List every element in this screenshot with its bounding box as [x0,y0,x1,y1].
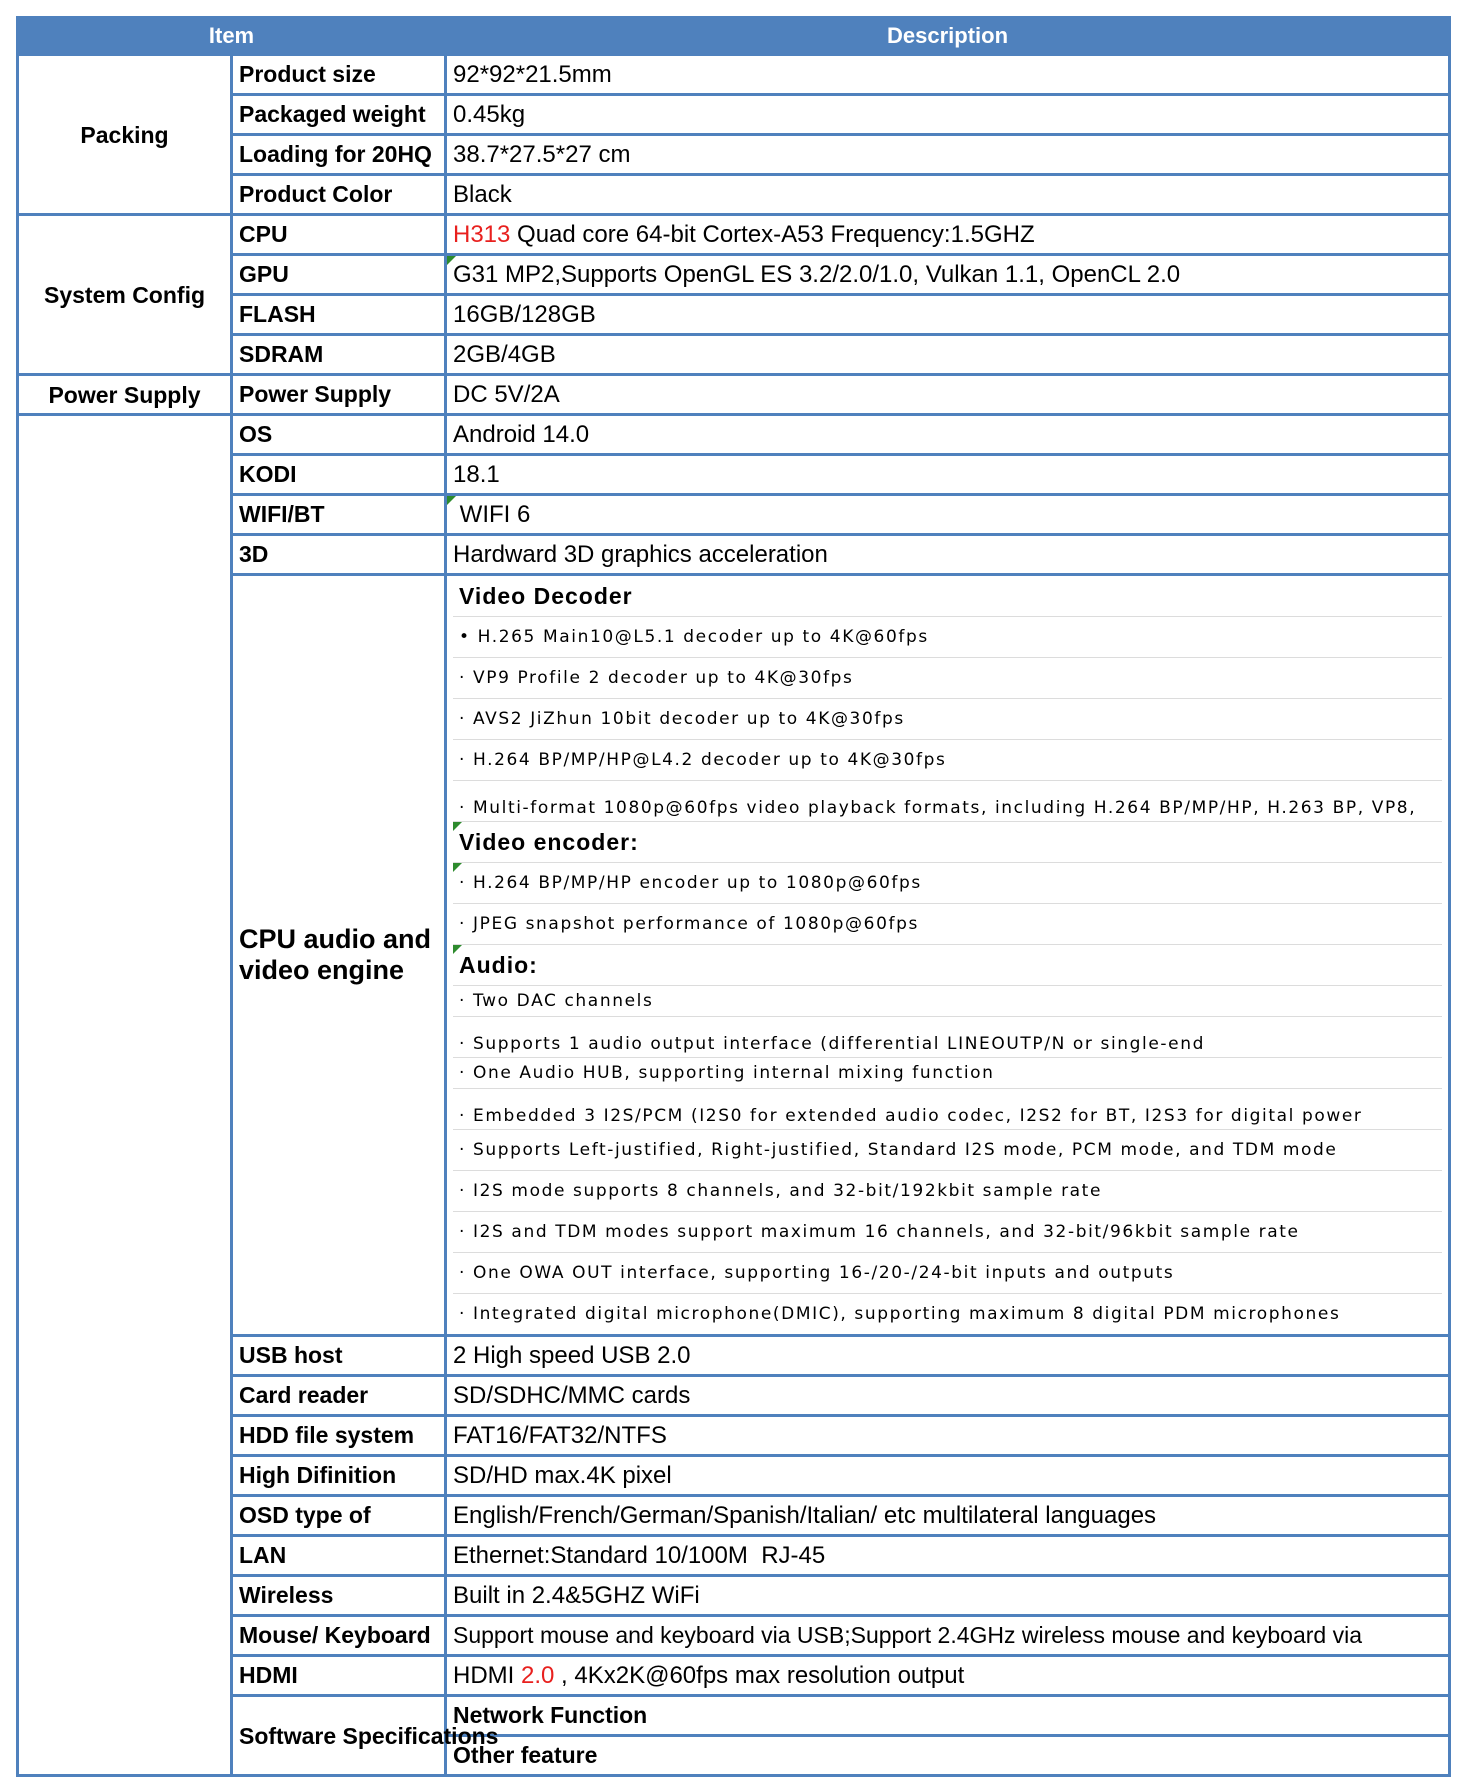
table-row [18,135,1450,175]
row-value: 16GB/128GB [446,295,1450,335]
hdmi-detail: , 4Kx2K@60fps max resolution output [554,1661,965,1689]
header-description: Description [446,18,1450,55]
row-value: G31 MP2,Supports OpenGL ES 3.2/2.0/1.0, Vulkan 1.1, OpenCL 2.0 [446,255,1450,295]
table-row [18,1496,1450,1536]
table-row [18,1456,1450,1496]
row-value: 2 High speed USB 2.0 [446,1336,1450,1376]
row-value: Support mouse and keyboard via USB;Support 2.4GHz wireless mouse and keyboard via [446,1616,1450,1656]
row-value: 38.7*27.5*27 cm [446,135,1450,175]
row-label: USB host [232,1336,446,1376]
row-label: Loading for 20HQ [232,135,446,175]
row-label: 3D [232,535,446,575]
row-label: Packaged weight [232,95,446,135]
row-label: GPU [232,255,446,295]
row-label: High Difinition [232,1456,446,1496]
cpu-detail: Quad core 64-bit Cortex-A53 Frequency:1.5GHZ [510,220,1035,248]
wifi-value: WIFI 6 [459,500,531,528]
list-item: · Supports 1 audio output interface (differential LINEOUTP/N or single-end [453,1017,1442,1058]
row-value: SD/HD max.4K pixel [446,1456,1450,1496]
row-value: Android 14.0 [446,415,1450,455]
table-row [18,255,1450,295]
list-item: · One OWA OUT interface, supporting 16-/20-/24-bit inputs and outputs [453,1253,1442,1294]
table-row [18,575,1450,1336]
list-item: · AVS2 JiZhun 10bit decoder up to 4K@30fps [453,699,1442,740]
row-label: Card reader [232,1376,446,1416]
hdmi-prefix: HDMI [453,1661,521,1689]
video-decoder-title: Video Decoder [453,576,1442,617]
table-row [18,1616,1450,1656]
row-value: 2GB/4GB [446,335,1450,375]
list-item: · I2S and TDM modes support maximum 16 channels, and 32-bit/96kbit sample rate [453,1212,1442,1253]
row-label: Mouse/ Keyboard [232,1616,446,1656]
table-row [18,1336,1450,1376]
row-label: SDRAM [232,335,446,375]
table-row [18,415,1450,455]
row-value: 18.1 [446,455,1450,495]
table-row [18,95,1450,135]
row-label: Power Supply [232,375,446,415]
row-label: Wireless [232,1576,446,1616]
list-item: · I2S mode supports 8 channels, and 32-bit/192kbit sample rate [453,1171,1442,1212]
row-label: Product Color [232,175,446,215]
row-label: LAN [232,1536,446,1576]
row-label: Product size [232,55,446,95]
table-row [18,1576,1450,1616]
table-row [18,215,1450,255]
table-row [18,1656,1450,1696]
row-value [446,215,1450,255]
row-label: HDMI [232,1656,446,1696]
row-value [446,1656,1450,1696]
table-row [18,535,1450,575]
table-row [18,335,1450,375]
row-value: 0.45kg [446,95,1450,135]
audio-title: Audio: [453,945,1442,986]
list-item: · Two DAC channels [453,986,1442,1017]
category-blank [18,415,232,1776]
row-label: CPU [232,215,446,255]
category-packing: Packing [18,55,232,215]
table-row [18,1696,1450,1736]
row-label: OSD type of [232,1496,446,1536]
table-row [18,1376,1450,1416]
spec-table [16,16,1451,1777]
table-row [18,175,1450,215]
row-value [446,495,1450,535]
table-row [18,495,1450,535]
row-label: Network Function [446,1696,1450,1736]
engine-details [446,575,1450,1336]
list-item: · H.264 BP/MP/HP encoder up to 1080p@60fps [453,863,1442,904]
list-item: · Integrated digital microphone(DMIC), supporting maximum 8 digital PDM microphones [459,1304,1341,1324]
row-value: 92*92*21.5mm [446,55,1450,95]
row-label: WIFI/BT [232,495,446,535]
row-label: FLASH [232,295,446,335]
table-row [18,375,1450,415]
category-software: Software Specifications [232,1696,446,1776]
engine-label: CPU audio and video engine [232,575,446,1336]
list-item: · Supports Left-justified, Right-justified, Standard I2S mode, PCM mode, and TDM mode [453,1130,1442,1171]
table-row [18,1536,1450,1576]
row-value: DC 5V/2A [446,375,1450,415]
table-row [18,455,1450,495]
row-value: Hardward 3D graphics acceleration [446,535,1450,575]
list-item: · Multi-format 1080p@60fps video playback formats, including H.264 BP/MP/HP, H.263 BP, VP8, [453,781,1442,822]
table-row [18,295,1450,335]
list-item: • H.265 Main10@L5.1 decoder up to 4K@60fps [453,617,1442,658]
row-value: English/French/German/Spanish/Italian/ etc multilateral languages [446,1496,1450,1536]
video-encoder-title: Video encoder: [453,822,1442,863]
hdmi-version: 2.0 [521,1661,555,1689]
row-label: Other feature [446,1736,1450,1776]
row-value: Ethernet:Standard 10/100M RJ-45 [446,1536,1450,1576]
category-power-supply: Power Supply [18,375,232,415]
list-item: · JPEG snapshot performance of 1080p@60fps [453,904,1442,945]
list-item: · Embedded 3 I2S/PCM (I2S0 for extended audio codec, I2S2 for BT, I2S3 for digital power [453,1089,1442,1130]
category-system-config: System Config [18,215,232,375]
list-item: · One Audio HUB, supporting internal mixing function [453,1058,1442,1089]
cpu-model: H313 [453,220,511,248]
header-row [18,18,1450,55]
row-label: OS [232,415,446,455]
list-item: · VP9 Profile 2 decoder up to 4K@30fps [453,658,1442,699]
list-item: · H.264 BP/MP/HP@L4.2 decoder up to 4K@30fps [453,740,1442,781]
table-row [18,55,1450,95]
header-item: Item [18,18,446,55]
row-value: Black [446,175,1450,215]
table-row [18,1416,1450,1456]
row-label: KODI [232,455,446,495]
row-value: SD/SDHC/MMC cards [446,1376,1450,1416]
row-value: Built in 2.4&5GHZ WiFi [446,1576,1450,1616]
row-value: FAT16/FAT32/NTFS [446,1416,1450,1456]
row-label: HDD file system [232,1416,446,1456]
